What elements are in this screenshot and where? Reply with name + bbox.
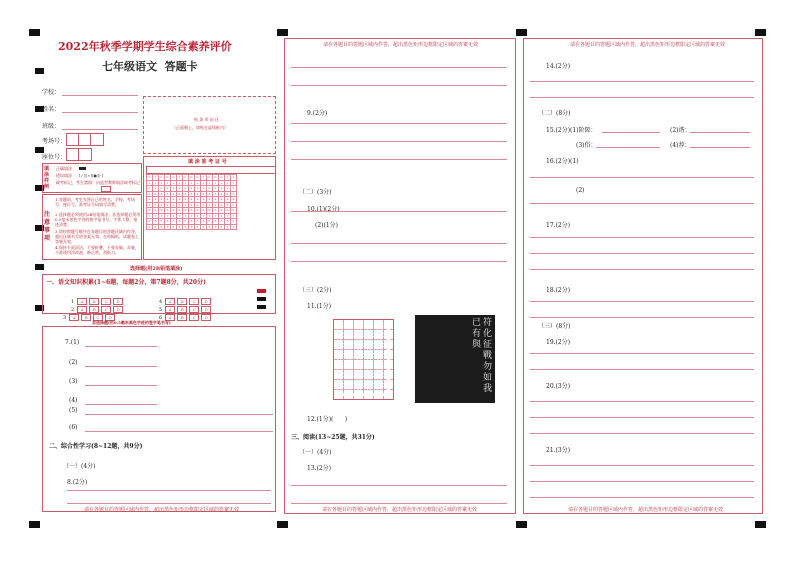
option-b[interactable]: B bbox=[89, 298, 99, 305]
q16-1-line-1[interactable] bbox=[530, 177, 754, 178]
barcode-label: 贴 条 形 码 区 bbox=[194, 117, 220, 122]
q10-1-line[interactable] bbox=[291, 211, 507, 212]
q15-4-line[interactable] bbox=[690, 147, 750, 148]
q13-line-2[interactable] bbox=[291, 503, 507, 504]
q19-label: 19.(2分) bbox=[546, 339, 571, 346]
option-b[interactable]: B bbox=[177, 306, 187, 313]
choice-num: 2 bbox=[71, 307, 75, 313]
notes-label: 注意事项 bbox=[44, 211, 51, 242]
calligraphy-char: 有 bbox=[472, 329, 482, 339]
class-field-label: 班级： bbox=[42, 123, 61, 130]
option-d[interactable]: D bbox=[105, 314, 115, 321]
calligraphy-char: 化 bbox=[483, 329, 493, 339]
registration-mark-tl2 bbox=[277, 29, 288, 36]
q16-2-line-1[interactable] bbox=[530, 203, 754, 204]
calligraphy-char: 戰 bbox=[483, 351, 493, 361]
timing-mark-2 bbox=[257, 305, 266, 309]
q7-line-5[interactable] bbox=[85, 414, 273, 415]
col2-header-note: 请在各题目的答题区域内作答，超出黑色矩形边框限定区域的答案无效 bbox=[323, 42, 479, 48]
q14-label: 14.(2分) bbox=[546, 63, 571, 70]
q9-line-3[interactable] bbox=[291, 159, 507, 160]
choice-num: 3 bbox=[63, 315, 67, 321]
q13-line-1[interactable] bbox=[291, 485, 507, 486]
col2-footer-note: 请在各题目的答题区域内作答，超出黑色矩形边框限定区域的答案无效 bbox=[322, 507, 478, 513]
fill-correct-label: 正确填涂 bbox=[56, 166, 72, 171]
option-a[interactable]: A bbox=[165, 314, 175, 321]
read-sub3-title: （三）(8分) bbox=[538, 323, 571, 330]
q21-label: 21.(3分) bbox=[546, 447, 571, 454]
col1-footer-note: 请在各题目的答题区域内作答，超出黑色矩形边框限定区域的答案无效 bbox=[84, 507, 240, 513]
notes-item-2: 2.选择题必须使用2B铅笔填涂；非选择题必须用0.5毫米黑色字迹的签字笔书写，字体工整、笔迹清楚。 bbox=[55, 212, 141, 227]
exam-room-label: 考场号： bbox=[42, 138, 67, 145]
section2-title: 二、综合性学习(8~12题，共9分) bbox=[49, 443, 143, 450]
choice-num: 1 bbox=[71, 299, 75, 305]
sub3-title: （三）(2分) bbox=[299, 287, 332, 294]
registration-mark-tl bbox=[29, 29, 40, 36]
q7-item-2: (2) bbox=[69, 359, 78, 366]
calligraphy-char: 勿 bbox=[483, 362, 493, 372]
registration-mark-l6 bbox=[35, 264, 44, 270]
choice-header: 选择题(用2B铅笔填涂) bbox=[130, 266, 183, 272]
answer-panel-col2 bbox=[284, 38, 516, 514]
choice-num: 6 bbox=[159, 315, 163, 321]
fill-example-label: 填涂样例 bbox=[44, 166, 50, 190]
registration-mark-tm bbox=[516, 29, 527, 36]
q15-3-line[interactable] bbox=[596, 147, 660, 148]
q20-line-3[interactable] bbox=[530, 433, 754, 434]
notes-item-4: 4.保持卡面清洁，不要折叠、不要弄破、弄皱，不准使用涂改液、修正带、刮纸刀。 bbox=[55, 245, 139, 255]
option-c[interactable]: C bbox=[189, 298, 199, 305]
barcode-area bbox=[143, 96, 276, 154]
option-a[interactable]: A bbox=[77, 306, 87, 313]
q21-line-1[interactable] bbox=[530, 465, 754, 466]
choice-panel bbox=[42, 274, 276, 321]
q17-line-3[interactable] bbox=[530, 269, 754, 270]
q12-label: 12.(1分)( ) bbox=[307, 416, 348, 423]
option-c[interactable]: C bbox=[101, 298, 111, 305]
q18-label: 18.(2分) bbox=[546, 287, 571, 294]
registration-mark-l1 bbox=[35, 68, 44, 74]
q21-line-3[interactable] bbox=[530, 497, 754, 498]
registration-mark-bl bbox=[29, 521, 40, 528]
q8-line-2[interactable] bbox=[67, 503, 271, 504]
q8-line-1[interactable] bbox=[67, 490, 271, 491]
exam-number-write-row[interactable] bbox=[146, 166, 276, 174]
q18-line-2[interactable] bbox=[530, 317, 754, 318]
q7-line-6[interactable] bbox=[85, 431, 273, 432]
sub2-title: （二）(3分) bbox=[299, 189, 332, 196]
col2-line-2[interactable] bbox=[291, 85, 507, 86]
q15-4-label: (4)荐： bbox=[670, 142, 691, 149]
option-c[interactable]: C bbox=[189, 314, 199, 321]
fill-correct-mark bbox=[79, 167, 86, 170]
section1-title: 一、语文知识积累(1~6题，每题2分，第7题8分，共20分) bbox=[46, 279, 206, 286]
section3-title: 三、阅读(13~25题，共31分) bbox=[291, 434, 375, 441]
q13-label: 13.(2分) bbox=[307, 465, 332, 472]
calligraphy-char: 已 bbox=[472, 318, 482, 328]
choice-num: 5 bbox=[159, 307, 163, 313]
nonchoice-header: 非选择题(用0.5毫米黑色字迹的签字笔书写) bbox=[92, 320, 171, 325]
absent-note: 缺考标记，考生禁填！由监考教师填涂缺考标记 bbox=[56, 180, 140, 185]
q10-2-line-2[interactable] bbox=[291, 261, 507, 262]
seat-number-boxes[interactable] bbox=[66, 148, 92, 161]
fill-example-box bbox=[42, 163, 142, 193]
calligraphy-image bbox=[415, 315, 495, 403]
calligraphy-char: 征 bbox=[483, 340, 493, 350]
read-sub2-title: （二）(8分) bbox=[538, 110, 571, 117]
registration-mark-tr bbox=[755, 29, 766, 36]
q10-2-label: (2)(1分) bbox=[315, 222, 338, 229]
absent-checkbox[interactable] bbox=[101, 186, 111, 192]
q15-2-line[interactable] bbox=[690, 132, 750, 133]
answer-panel-col3 bbox=[523, 38, 763, 514]
option-c[interactable]: C bbox=[93, 314, 103, 321]
q9-label: 9.(2分) bbox=[307, 110, 328, 117]
q20-label: 20.(3分) bbox=[546, 383, 571, 390]
option-b[interactable]: B bbox=[177, 298, 187, 305]
registration-mark-br bbox=[755, 521, 766, 528]
fill-wrong-label: 错误填涂 bbox=[56, 173, 72, 178]
notes-item-3: 3.请按照题号顺序在各题目的答题区域内作答，超出区域书写的答案无效；在草稿纸、试题卷上答题无效。 bbox=[55, 229, 139, 244]
timing-mark-1 bbox=[257, 297, 266, 301]
q7-line-2[interactable] bbox=[85, 366, 157, 367]
q7-item-5: (5) bbox=[69, 407, 78, 414]
q15-1-line[interactable] bbox=[602, 132, 660, 133]
q8-label: 8.(2分) bbox=[67, 479, 88, 486]
col2-line-1[interactable] bbox=[291, 67, 507, 68]
notes-item-1: 1.答题前，考生先将自己的姓名、学校、考场号、座位号、准考证号码填写清楚。 bbox=[55, 197, 135, 207]
read-sub1-title: （一）(4分) bbox=[299, 449, 332, 456]
q20-line-1[interactable] bbox=[530, 401, 754, 402]
option-b[interactable]: B bbox=[81, 314, 91, 321]
col3-header-note: 请在各题目的答题区域内作答，超出黑色矩形边框限定区域的答案无效 bbox=[570, 42, 726, 48]
q7-item-6: (6) bbox=[69, 424, 78, 431]
q17-line-1[interactable] bbox=[530, 237, 754, 238]
q14-line-2[interactable] bbox=[530, 97, 754, 98]
school-field-line[interactable] bbox=[62, 95, 138, 96]
option-d[interactable]: D bbox=[201, 298, 211, 305]
option-b[interactable]: B bbox=[89, 306, 99, 313]
q17-line-2[interactable] bbox=[530, 253, 754, 254]
name-field-line[interactable] bbox=[62, 112, 138, 113]
calligraphy-char: 如 bbox=[483, 373, 493, 383]
writing-grid[interactable] bbox=[333, 319, 394, 400]
option-a[interactable]: A bbox=[69, 314, 79, 321]
calligraphy-char: 符 bbox=[483, 318, 493, 328]
exam-room-boxes[interactable] bbox=[66, 133, 104, 146]
q15-2-label: (2)谐： bbox=[670, 127, 691, 134]
q17-label: 17.(2分) bbox=[546, 222, 571, 229]
q14-line-1[interactable] bbox=[530, 81, 754, 82]
barcode-note: （正面朝上，请贴在虚线框内） bbox=[172, 125, 228, 130]
q10-2-line-1[interactable] bbox=[291, 243, 507, 244]
q15-1-label: 15.(2分)(1)阶隙： bbox=[546, 127, 597, 134]
col3-footer-note: 请在各题目的答题区域内作答，超出黑色矩形边框限定区域的答案无效 bbox=[568, 507, 724, 513]
exam-subtitle: 七年级语文 答题卡 bbox=[102, 60, 198, 73]
sub1-title: （一）(4分) bbox=[63, 463, 96, 470]
q7-line-1[interactable] bbox=[85, 346, 157, 347]
option-a[interactable]: A bbox=[165, 298, 175, 305]
timing-mark-red bbox=[257, 289, 266, 293]
q7-item-3: (3) bbox=[69, 378, 78, 385]
seat-number-label: 座位号： bbox=[42, 154, 67, 161]
option-d[interactable]: D bbox=[113, 298, 123, 305]
calligraphy-char: 與 bbox=[472, 340, 482, 350]
exam-number-bubble-grid[interactable]: 0 0 0 0 0 0 0 0 0 0 0 0 0 0 0 1 1 1 1 1 1 1 1 1 1 1 1 1 1 1 2 2 2 2 2 2 2 2 2 2 2 2 2 2 2 3 3 3 3 3 3 3 3 3 3 3 3 3 3 3 4 4 4 4 4 4 4 4 4 4 4 4 4 4 4 5 5 5 5 5 5 5 5 5 5 5 5 5 5 5 6 6 6 6 6 6 6 6 6 6 6 6 6 6 6 7 7 7 7 7 7 7 7 7 7 7 7 7 7 7 8 8 8 8 8 8 8 8 8 8 8 8 8 8 8 9 9 9 9 9 9 9 9 9 9 9 9 9 9 9 bbox=[146, 174, 237, 230]
option-a[interactable]: A bbox=[77, 298, 87, 305]
option-d[interactable]: D bbox=[201, 306, 211, 313]
q16-1-label: 16.(2分)(1) bbox=[546, 158, 579, 165]
class-field-line[interactable] bbox=[62, 129, 138, 130]
name-field-label: 姓名： bbox=[42, 106, 61, 113]
option-a[interactable]: A bbox=[165, 306, 175, 313]
exam-number-box bbox=[143, 156, 276, 260]
answer-panel-col1 bbox=[42, 326, 276, 512]
q20-line-2[interactable] bbox=[530, 417, 754, 418]
school-field-label: 学校： bbox=[42, 89, 61, 96]
exam-title: 2022年秋季学期学生综合素养评价 bbox=[58, 40, 232, 53]
choice-num: 4 bbox=[159, 299, 163, 305]
calligraphy-char: 我 bbox=[483, 384, 493, 394]
notes-box bbox=[42, 194, 142, 260]
q7-line-4[interactable] bbox=[85, 404, 157, 405]
option-c[interactable]: C bbox=[101, 306, 111, 313]
option-b[interactable]: B bbox=[177, 314, 187, 321]
q10-1-label: 10.(1)(2分) bbox=[307, 206, 340, 213]
q21-line-2[interactable] bbox=[530, 481, 754, 482]
q7-item-4: (4) bbox=[69, 397, 78, 404]
q9-line-2[interactable] bbox=[291, 141, 507, 142]
q19-line-2[interactable] bbox=[530, 369, 754, 370]
option-c[interactable]: C bbox=[189, 306, 199, 313]
q9-line-1[interactable] bbox=[291, 123, 507, 124]
exam-number-label: 填 涂 准 考 证 号 bbox=[188, 159, 227, 165]
q18-line-1[interactable] bbox=[530, 301, 754, 302]
q7-line-3[interactable] bbox=[85, 385, 157, 386]
q7-item-1: 7.(1) bbox=[65, 339, 80, 346]
q19-line-1[interactable] bbox=[530, 353, 754, 354]
registration-mark-bm2 bbox=[516, 521, 527, 528]
q15-3-label: (3)俗： bbox=[576, 142, 597, 149]
fill-wrong-marks: [✓][×][●][-] bbox=[79, 173, 104, 178]
option-d[interactable]: D bbox=[113, 306, 123, 313]
option-d[interactable]: D bbox=[201, 314, 211, 321]
registration-mark-bm1 bbox=[277, 521, 288, 528]
q16-2-label: (2) bbox=[576, 187, 585, 194]
q11-label: 11.(1分) bbox=[307, 303, 332, 310]
